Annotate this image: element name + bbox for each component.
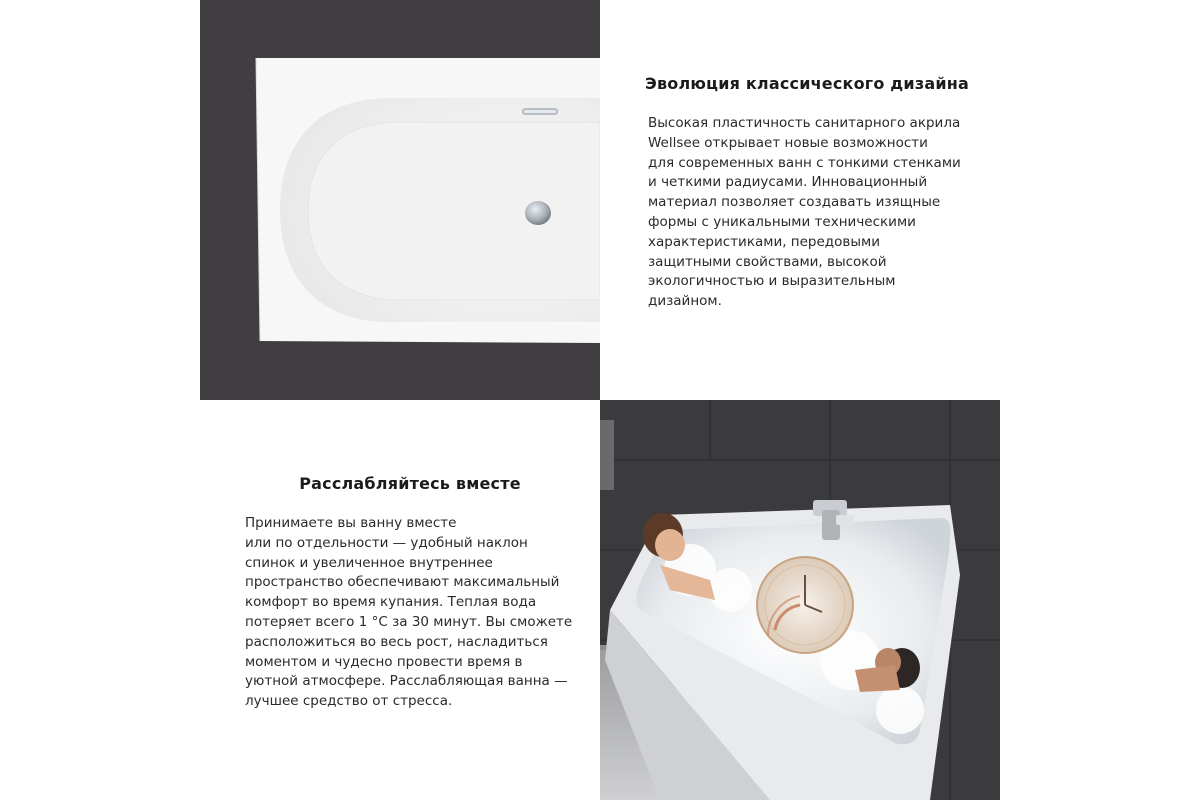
bathtub-closeup-image (200, 0, 600, 400)
clock-graphic (757, 557, 853, 653)
bathroom-photo (600, 400, 1000, 800)
bathtub-top-view-illustration (200, 0, 600, 400)
section-design-title: Эволюция классического дизайна (645, 74, 969, 93)
section-relax-title: Расслабляйтесь вместе (299, 474, 521, 493)
couple-bath-illustration (600, 400, 1000, 800)
section-relax-text: Принимаете вы ванну вместе или по отдельности — удобный наклон спинок и увеличенное внутреннее пространство обеспечивают максимальный комфорт во время купания. Теплая вода потеряет всего 1 °С за 30 минут. Вы сможете расположиться во весь рост, насладиться моментом и чудесно провести время в уютной атмосфере. Расслабляющая ванна — лучшее средство от стресса. (245, 515, 573, 710)
drain-plug (525, 201, 551, 225)
section-design-text: Высокая пластичность санитарного акрила Wellsee открывает новые возможности для современных ванн с тонкими стенками и четкими радиусами. Инновационный материал позволяет создавать изящные формы с уникальными техническими характеристиками, передовыми защитными свойствами, высокой экологичностью и выразительным дизайном. (648, 115, 961, 310)
